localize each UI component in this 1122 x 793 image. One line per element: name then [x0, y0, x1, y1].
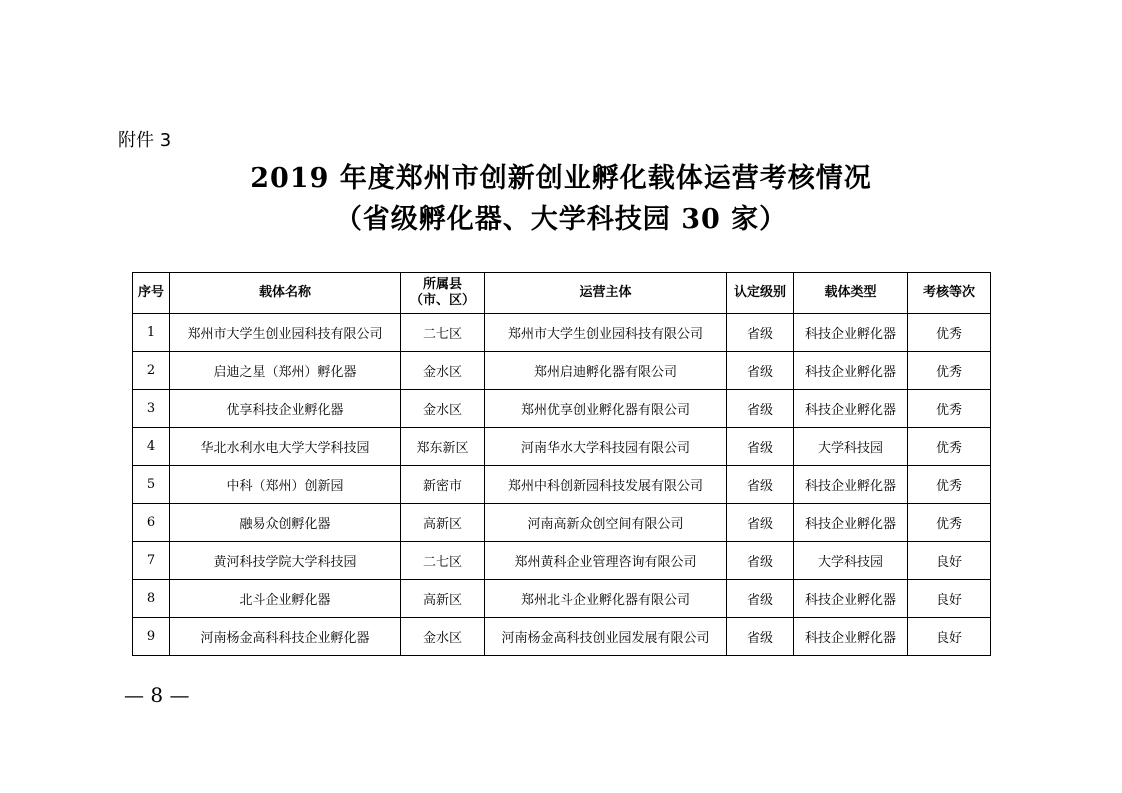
cell-operator: 郑州启迪孵化器有限公司	[485, 352, 727, 390]
cell-district: 金水区	[401, 352, 485, 390]
cell-name: 优享科技企业孵化器	[170, 390, 401, 428]
cell-level: 省级	[727, 542, 794, 580]
cell-index: 2	[133, 352, 170, 390]
cell-district: 二七区	[401, 314, 485, 352]
cell-rating: 优秀	[908, 504, 991, 542]
cell-name: 北斗企业孵化器	[170, 580, 401, 618]
table-row	[133, 352, 991, 390]
cell-name: 启迪之星（郑州）孵化器	[170, 352, 401, 390]
cell-district: 新密市	[401, 466, 485, 504]
cell-district: 金水区	[401, 390, 485, 428]
cell-rating: 良好	[908, 542, 991, 580]
cell-index: 9	[133, 618, 170, 656]
table-row	[133, 618, 991, 656]
header-district	[401, 273, 485, 314]
cell-level: 省级	[727, 314, 794, 352]
cell-level: 省级	[727, 390, 794, 428]
assessment-table	[132, 272, 991, 656]
header-index: 序号	[133, 273, 170, 314]
cell-operator: 郑州北斗企业孵化器有限公司	[485, 580, 727, 618]
cell-level: 省级	[727, 428, 794, 466]
cell-operator: 郑州中科创新园科技发展有限公司	[485, 466, 727, 504]
cell-name: 黄河科技学院大学科技园	[170, 542, 401, 580]
cell-type: 科技企业孵化器	[794, 618, 908, 656]
cell-rating: 优秀	[908, 314, 991, 352]
cell-name: 中科（郑州）创新园	[170, 466, 401, 504]
cell-operator: 郑州市大学生创业园科技有限公司	[485, 314, 727, 352]
cell-district: 金水区	[401, 618, 485, 656]
cell-operator: 郑州优享创业孵化器有限公司	[485, 390, 727, 428]
header-district-line2: （市、区）	[409, 293, 475, 308]
cell-operator: 河南杨金高科技创业园发展有限公司	[485, 618, 727, 656]
cell-type: 科技企业孵化器	[794, 352, 908, 390]
cell-rating: 良好	[908, 580, 991, 618]
cell-type: 科技企业孵化器	[794, 390, 908, 428]
table-row	[133, 580, 991, 618]
table-row	[133, 504, 991, 542]
cell-operator: 河南高新众创空间有限公司	[485, 504, 727, 542]
cell-district: 二七区	[401, 542, 485, 580]
cell-type: 科技企业孵化器	[794, 314, 908, 352]
cell-name: 融易众创孵化器	[170, 504, 401, 542]
header-district-line1: 所属县	[422, 277, 462, 292]
header-rating: 考核等次	[908, 273, 991, 314]
header-level: 认定级别	[727, 273, 794, 314]
cell-operator: 郑州黄科企业管理咨询有限公司	[485, 542, 727, 580]
attachment-label: 附件 3	[118, 130, 172, 151]
cell-type: 大学科技园	[794, 542, 908, 580]
cell-index: 3	[133, 390, 170, 428]
table-header-row	[133, 273, 991, 314]
cell-rating: 良好	[908, 618, 991, 656]
cell-rating: 优秀	[908, 428, 991, 466]
cell-district: 郑东新区	[401, 428, 485, 466]
cell-rating: 优秀	[908, 390, 991, 428]
table-row	[133, 390, 991, 428]
page-number: — 8 —	[124, 683, 190, 707]
cell-rating: 优秀	[908, 352, 991, 390]
cell-index: 1	[133, 314, 170, 352]
document-subtitle: （省级孵化器、大学科技园 30 家）	[334, 204, 788, 235]
cell-operator: 河南华水大学科技园有限公司	[485, 428, 727, 466]
document-title: 2019 年度郑州市创新创业孵化载体运营考核情况	[250, 163, 872, 194]
cell-level: 省级	[727, 466, 794, 504]
cell-district: 高新区	[401, 580, 485, 618]
header-operator: 运营主体	[485, 273, 727, 314]
table-row	[133, 428, 991, 466]
cell-district: 高新区	[401, 504, 485, 542]
table-row	[133, 542, 991, 580]
cell-name: 河南杨金高科科技企业孵化器	[170, 618, 401, 656]
cell-index: 7	[133, 542, 170, 580]
cell-name: 郑州市大学生创业园科技有限公司	[170, 314, 401, 352]
cell-level: 省级	[727, 618, 794, 656]
table-row	[133, 314, 991, 352]
header-type: 载体类型	[794, 273, 908, 314]
cell-rating: 优秀	[908, 466, 991, 504]
cell-level: 省级	[727, 580, 794, 618]
cell-level: 省级	[727, 504, 794, 542]
cell-level: 省级	[727, 352, 794, 390]
cell-index: 4	[133, 428, 170, 466]
cell-name: 华北水利水电大学大学科技园	[170, 428, 401, 466]
cell-type: 科技企业孵化器	[794, 504, 908, 542]
cell-type: 科技企业孵化器	[794, 466, 908, 504]
table-row	[133, 466, 991, 504]
header-name: 载体名称	[170, 273, 401, 314]
cell-type: 大学科技园	[794, 428, 908, 466]
cell-index: 8	[133, 580, 170, 618]
cell-index: 5	[133, 466, 170, 504]
cell-index: 6	[133, 504, 170, 542]
cell-type: 科技企业孵化器	[794, 580, 908, 618]
